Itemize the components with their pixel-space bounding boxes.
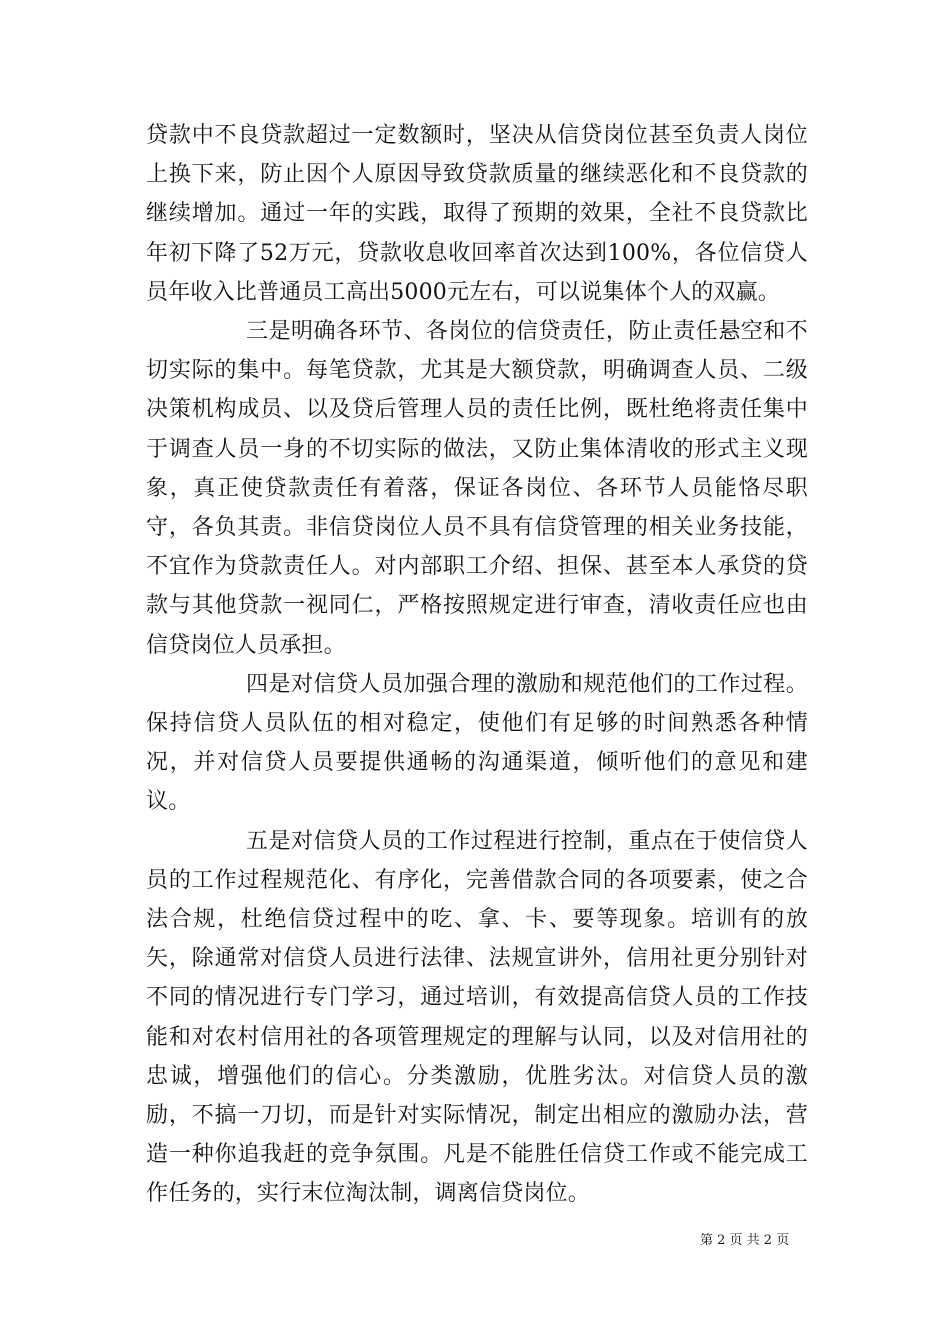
document-body [146,116,808,1214]
page-number-footer: 第 2 页 共 2 页 [700,1233,790,1248]
paragraph-point-five: 五是对信贷人员的工作过程进行控制，重点在于使信贷人员的工作过程规范化、有序化，完善借款合同的各项要素，使之合法合规，杜绝信贷过程中的吃、拿、卡、要等现象。培训有的放矢，除通常对信贷人员进行法律、法规宣讲外，信用社更分别针对不同的情况进行专门学习，通过培训，有效提高信贷人员的工作技能和对农村信用社的各项管理规定的理解与认同，以及对信用社的忠诚，增强他们的信心。分类激励，优胜劣汰。对信贷人员的激励，不搞一刀切，而是针对实际情况，制定出相应的激励办法，营造一种你追我赶的竞争氛围。凡是不能胜任信贷工作或不能完成工作任务的，实行末位淘汰制，调离信贷岗位。 [146,828,808,1207]
paragraph-point-three: 三是明确各环节、各岗位的信贷责任，防止责任悬空和不切实际的集中。每笔贷款，尤其是大额贷款，明确调查人员、二级决策机构成员、以及贷后管理人员的责任比例，既杜绝将责任集中于调查人员一身的不切实际的做法，又防止集体清收的形式主义现象，真正使贷款责任有着落，保证各岗位、各环节人员能恪尽职守，各负其责。非信贷岗位人员不具有信贷管理的相关业务技能，不宜作为贷款责任人。对内部职工介绍、担保、甚至本人承贷的贷款与其他贷款一视同仁，严格按照规定进行审查，清收责任应也由信贷岗位人员承担。 [146,319,808,658]
paragraph-continuation: 贷款中不良贷款超过一定数额时，坚决从信贷岗位甚至负责人岗位上换下来，防止因个人原因导致贷款质量的继续恶化和不良贷款的继续增加。通过一年的实践，取得了预期的效果，全社不良贷款比年初下降了52万元，贷款收息收回率首次达到100%，各位信贷人员年收入比普通员工高出5000元左右，可以说集体个人的双赢。 [146,123,808,305]
paragraph-point-four: 四是对信贷人员加强合理的激励和规范他们的工作过程。保持信贷人员队伍的相对稳定，使他们有足够的时间熟悉各种情况，并对信贷人员要提供通畅的沟通渠道，倾听他们的意见和建议。 [146,671,808,815]
